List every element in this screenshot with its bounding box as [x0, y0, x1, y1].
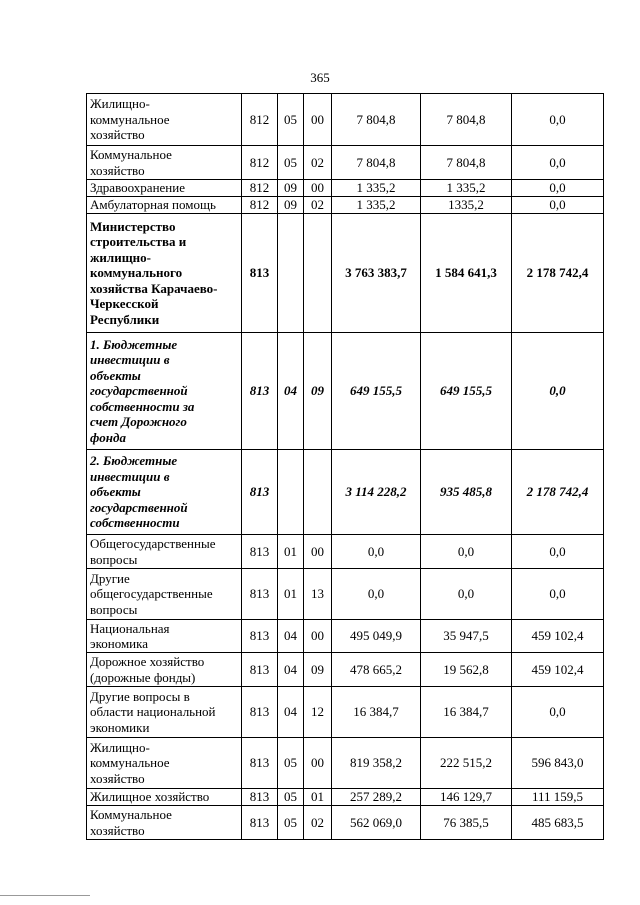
table-row	[87, 789, 604, 806]
row-name: Коммунальное хозяйство	[87, 806, 242, 840]
table-row	[87, 738, 604, 789]
amount-federal: 7 804,8	[421, 94, 512, 146]
amount-total: 478 665,2	[332, 653, 421, 687]
section-code	[278, 214, 304, 333]
amount-regional: 2 178 742,4	[512, 214, 604, 333]
table-row	[87, 94, 604, 146]
amount-regional: 0,0	[512, 333, 604, 450]
amount-total: 0,0	[332, 569, 421, 620]
row-name: 1. Бюджетные инвестиции в объекты государственной собственности за счет Дорожного фонда	[87, 333, 242, 450]
row-name: Жилищно- коммунальное хозяйство	[87, 94, 242, 146]
amount-federal: 935 485,8	[421, 450, 512, 535]
row-name: Общегосударственные вопросы	[87, 535, 242, 569]
amount-regional: 459 102,4	[512, 620, 604, 653]
ministry-code: 813	[242, 789, 278, 806]
amount-federal: 222 515,2	[421, 738, 512, 789]
row-name: Министерство строительства и жилищно- коммунального хозяйства Карачаево- Черкесской Республики	[87, 214, 242, 333]
amount-total: 649 155,5	[332, 333, 421, 450]
ministry-code: 812	[242, 146, 278, 180]
amount-total: 819 358,2	[332, 738, 421, 789]
table-row	[87, 535, 604, 569]
row-name: Национальная экономика	[87, 620, 242, 653]
section-code	[278, 450, 304, 535]
subsection-code: 09	[304, 333, 332, 450]
subsection-code: 09	[304, 653, 332, 687]
amount-regional: 459 102,4	[512, 653, 604, 687]
subsection-code: 02	[304, 146, 332, 180]
budget-table-body	[87, 94, 604, 840]
amount-regional: 0,0	[512, 146, 604, 180]
subsection-code: 12	[304, 687, 332, 738]
amount-federal: 19 562,8	[421, 653, 512, 687]
amount-total: 3 763 383,7	[332, 214, 421, 333]
ministry-code: 813	[242, 620, 278, 653]
amount-total: 1 335,2	[332, 180, 421, 197]
row-name: Жилищно- коммунальное хозяйство	[87, 738, 242, 789]
ministry-code: 812	[242, 197, 278, 214]
subsection-code: 00	[304, 180, 332, 197]
section-code: 04	[278, 333, 304, 450]
amount-total: 7 804,8	[332, 146, 421, 180]
section-code: 04	[278, 620, 304, 653]
table-row	[87, 687, 604, 738]
ministry-code: 813	[242, 806, 278, 840]
ministry-code: 813	[242, 738, 278, 789]
table-row	[87, 653, 604, 687]
ministry-code: 813	[242, 333, 278, 450]
amount-total: 257 289,2	[332, 789, 421, 806]
amount-federal: 76 385,5	[421, 806, 512, 840]
row-name: Амбулаторная помощь	[87, 197, 242, 214]
amount-federal: 1335,2	[421, 197, 512, 214]
table-row	[87, 450, 604, 535]
amount-regional: 0,0	[512, 94, 604, 146]
subsection-code: 00	[304, 94, 332, 146]
section-code: 05	[278, 738, 304, 789]
subsection-code: 02	[304, 806, 332, 840]
table-row	[87, 197, 604, 214]
ministry-code: 813	[242, 450, 278, 535]
amount-federal: 1 335,2	[421, 180, 512, 197]
amount-total: 3 114 228,2	[332, 450, 421, 535]
ministry-code: 812	[242, 94, 278, 146]
amount-regional: 2 178 742,4	[512, 450, 604, 535]
section-code: 04	[278, 687, 304, 738]
row-name: 2. Бюджетные инвестиции в объекты государственной собственности	[87, 450, 242, 535]
scan-artifact-line	[0, 895, 90, 896]
amount-regional: 111 159,5	[512, 789, 604, 806]
table-row	[87, 214, 604, 333]
table-row	[87, 620, 604, 653]
ministry-code: 813	[242, 535, 278, 569]
subsection-code: 00	[304, 535, 332, 569]
subsection-code: 01	[304, 789, 332, 806]
amount-regional: 0,0	[512, 535, 604, 569]
subsection-code: 13	[304, 569, 332, 620]
amount-regional: 596 843,0	[512, 738, 604, 789]
table-row	[87, 333, 604, 450]
subsection-code: 02	[304, 197, 332, 214]
section-code: 05	[278, 806, 304, 840]
ministry-code: 813	[242, 569, 278, 620]
amount-regional: 0,0	[512, 180, 604, 197]
amount-federal: 16 384,7	[421, 687, 512, 738]
row-name: Другие вопросы в области национальной экономики	[87, 687, 242, 738]
subsection-code	[304, 214, 332, 333]
row-name: Жилищное хозяйство	[87, 789, 242, 806]
section-code: 05	[278, 94, 304, 146]
subsection-code: 00	[304, 620, 332, 653]
row-name: Здравоохранение	[87, 180, 242, 197]
amount-regional: 485 683,5	[512, 806, 604, 840]
table-row	[87, 146, 604, 180]
section-code: 09	[278, 197, 304, 214]
section-code: 05	[278, 146, 304, 180]
subsection-code: 00	[304, 738, 332, 789]
amount-total: 0,0	[332, 535, 421, 569]
amount-federal: 649 155,5	[421, 333, 512, 450]
table-row	[87, 806, 604, 840]
amount-total: 562 069,0	[332, 806, 421, 840]
section-code: 09	[278, 180, 304, 197]
section-code: 04	[278, 653, 304, 687]
page-number: 365	[310, 70, 330, 85]
table-row	[87, 569, 604, 620]
budget-table	[86, 93, 604, 840]
section-code: 05	[278, 789, 304, 806]
row-name: Дорожное хозяйство (дорожные фонды)	[87, 653, 242, 687]
amount-federal: 1 584 641,3	[421, 214, 512, 333]
amount-federal: 146 129,7	[421, 789, 512, 806]
row-name: Коммунальное хозяйство	[87, 146, 242, 180]
amount-total: 16 384,7	[332, 687, 421, 738]
ministry-code: 813	[242, 214, 278, 333]
amount-total: 495 049,9	[332, 620, 421, 653]
ministry-code: 812	[242, 180, 278, 197]
amount-federal: 0,0	[421, 535, 512, 569]
subsection-code	[304, 450, 332, 535]
ministry-code: 813	[242, 687, 278, 738]
amount-federal: 35 947,5	[421, 620, 512, 653]
section-code: 01	[278, 535, 304, 569]
amount-regional: 0,0	[512, 569, 604, 620]
amount-regional: 0,0	[512, 197, 604, 214]
amount-federal: 7 804,8	[421, 146, 512, 180]
amount-federal: 0,0	[421, 569, 512, 620]
amount-total: 7 804,8	[332, 94, 421, 146]
amount-total: 1 335,2	[332, 197, 421, 214]
amount-regional: 0,0	[512, 687, 604, 738]
row-name: Другие общегосударственные вопросы	[87, 569, 242, 620]
table-row	[87, 180, 604, 197]
section-code: 01	[278, 569, 304, 620]
ministry-code: 813	[242, 653, 278, 687]
